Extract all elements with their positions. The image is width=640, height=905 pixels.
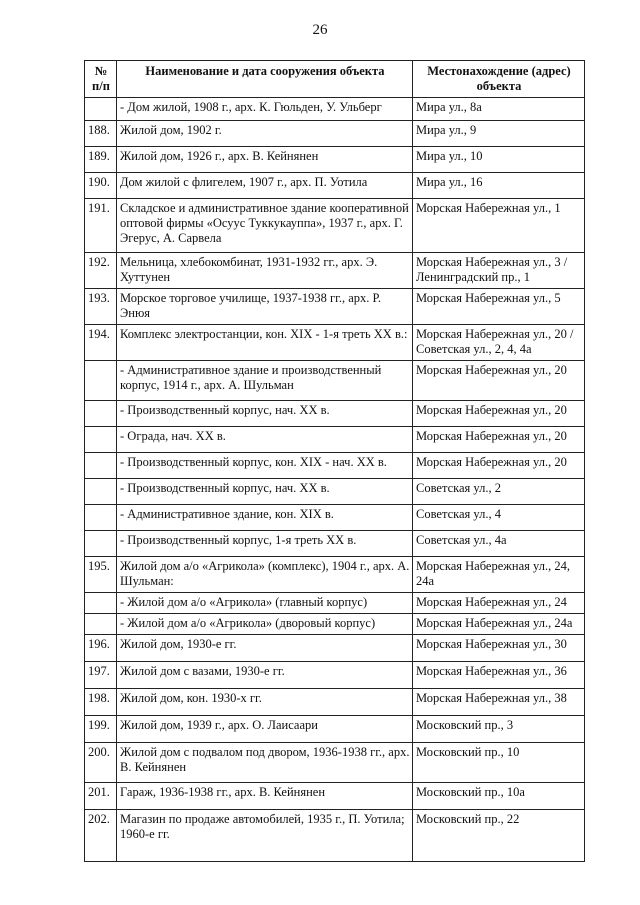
row-object-name: Гараж, 1936-1938 гг., арх. В. Кейнянен bbox=[117, 783, 413, 810]
row-address: Морская Набережная ул., 20 bbox=[413, 453, 585, 479]
row-address: Советская ул., 4а bbox=[413, 531, 585, 557]
row-object-name: - Производственный корпус, кон. XIX - нач. XX в. bbox=[117, 453, 413, 479]
header-name: Наименование и дата сооружения объекта bbox=[117, 61, 413, 98]
row-number: 191. bbox=[85, 199, 117, 253]
row-address: Мира ул., 8а bbox=[413, 98, 585, 121]
row-address: Советская ул., 2 bbox=[413, 479, 585, 505]
row-address: Морская Набережная ул., 38 bbox=[413, 689, 585, 716]
table-row bbox=[85, 199, 585, 253]
row-address: Морская Набережная ул., 20 bbox=[413, 361, 585, 401]
header-address: Местонахождение (адрес) объекта bbox=[413, 61, 585, 98]
row-object-name: - Производственный корпус, 1-я треть XX в. bbox=[117, 531, 413, 557]
row-address: Московский пр., 10 bbox=[413, 743, 585, 783]
row-number bbox=[85, 593, 117, 614]
row-number: 198. bbox=[85, 689, 117, 716]
header-number: № п/п bbox=[85, 61, 117, 98]
row-address: Морская Набережная ул., 24 bbox=[413, 593, 585, 614]
row-address: Морская Набережная ул., 20 bbox=[413, 427, 585, 453]
table-row bbox=[85, 743, 585, 783]
row-address: Морская Набережная ул., 24, 24а bbox=[413, 557, 585, 593]
table-row bbox=[85, 662, 585, 689]
row-object-name: Дом жилой с флигелем, 1907 г., арх. П. Уотила bbox=[117, 173, 413, 199]
table-row bbox=[85, 453, 585, 479]
row-address: Мира ул., 10 bbox=[413, 147, 585, 173]
table-row bbox=[85, 289, 585, 325]
row-number bbox=[85, 479, 117, 505]
row-number bbox=[85, 505, 117, 531]
row-address: Морская Набережная ул., 1 bbox=[413, 199, 585, 253]
table-row bbox=[85, 98, 585, 121]
table-row bbox=[85, 479, 585, 505]
row-object-name: - Производственный корпус, нач. XX в. bbox=[117, 479, 413, 505]
row-object-name: Жилой дом, кон. 1930-х гг. bbox=[117, 689, 413, 716]
row-number bbox=[85, 98, 117, 121]
row-object-name: Жилой дом, 1930-е гг. bbox=[117, 635, 413, 662]
table-header-row bbox=[85, 61, 585, 98]
table-row bbox=[85, 593, 585, 614]
table-row bbox=[85, 689, 585, 716]
row-number bbox=[85, 453, 117, 479]
table-row bbox=[85, 253, 585, 289]
row-number: 200. bbox=[85, 743, 117, 783]
table-row bbox=[85, 783, 585, 810]
row-object-name: Жилой дом, 1939 г., арх. О. Лаисаари bbox=[117, 716, 413, 743]
row-number: 188. bbox=[85, 121, 117, 147]
row-address: Мира ул., 9 bbox=[413, 121, 585, 147]
table-row bbox=[85, 635, 585, 662]
row-object-name: Складское и административное здание кооперативной оптовой фирмы «Осуус Туккукауппа», 1937 г., арх. Г. Эгерус, А. Сарвела bbox=[117, 199, 413, 253]
row-number bbox=[85, 531, 117, 557]
row-object-name: Мельница, хлебокомбинат, 1931-1932 гг., арх. Э. Хуттунен bbox=[117, 253, 413, 289]
table-row bbox=[85, 810, 585, 862]
row-number bbox=[85, 614, 117, 635]
row-object-name: - Административное здание, кон. XIX в. bbox=[117, 505, 413, 531]
row-object-name: - Жилой дом а/о «Агрикола» (главный корпус) bbox=[117, 593, 413, 614]
page-number: 26 bbox=[312, 22, 328, 38]
row-number: 190. bbox=[85, 173, 117, 199]
row-number: 196. bbox=[85, 635, 117, 662]
table-row bbox=[85, 427, 585, 453]
row-object-name: - Дом жилой, 1908 г., арх. К. Гюльден, У. Ульберг bbox=[117, 98, 413, 121]
table-row bbox=[85, 121, 585, 147]
row-number: 193. bbox=[85, 289, 117, 325]
row-object-name: - Жилой дом а/о «Агрикола» (дворовый корпус) bbox=[117, 614, 413, 635]
row-number: 189. bbox=[85, 147, 117, 173]
row-number bbox=[85, 427, 117, 453]
row-address: Морская Набережная ул., 24а bbox=[413, 614, 585, 635]
row-address: Морская Набережная ул., 20 bbox=[413, 401, 585, 427]
table-row bbox=[85, 531, 585, 557]
row-object-name: Жилой дом а/о «Агрикола» (комплекс), 1904 г., арх. А. Шульман: bbox=[117, 557, 413, 593]
row-object-name: - Производственный корпус, нач. XX в. bbox=[117, 401, 413, 427]
row-address: Морская Набережная ул., 36 bbox=[413, 662, 585, 689]
row-address: Московский пр., 22 bbox=[413, 810, 585, 862]
row-address: Советская ул., 4 bbox=[413, 505, 585, 531]
table-row bbox=[85, 716, 585, 743]
row-number bbox=[85, 361, 117, 401]
table-row bbox=[85, 557, 585, 593]
row-address: Московский пр., 3 bbox=[413, 716, 585, 743]
monuments-table bbox=[84, 60, 585, 862]
table-row bbox=[85, 505, 585, 531]
row-number: 194. bbox=[85, 325, 117, 361]
table-row bbox=[85, 401, 585, 427]
row-number: 202. bbox=[85, 810, 117, 862]
table-row bbox=[85, 361, 585, 401]
row-number: 195. bbox=[85, 557, 117, 593]
row-object-name: - Ограда, нач. XX в. bbox=[117, 427, 413, 453]
row-address: Московский пр., 10а bbox=[413, 783, 585, 810]
row-object-name: Жилой дом, 1926 г., арх. В. Кейнянен bbox=[117, 147, 413, 173]
row-number: 201. bbox=[85, 783, 117, 810]
row-number: 192. bbox=[85, 253, 117, 289]
row-object-name: Жилой дом с подвалом под двором, 1936-1938 гг., арх. В. Кейнянен bbox=[117, 743, 413, 783]
row-address: Морская Набережная ул., 3 / Ленинградский пр., 1 bbox=[413, 253, 585, 289]
table-body bbox=[85, 98, 585, 862]
row-object-name: Магазин по продаже автомобилей, 1935 г., П. Уотила; 1960-е гг. bbox=[117, 810, 413, 862]
row-number: 199. bbox=[85, 716, 117, 743]
row-object-name: - Административное здание и производственный корпус, 1914 г., арх. А. Шульман bbox=[117, 361, 413, 401]
table-row bbox=[85, 147, 585, 173]
row-object-name: Морское торговое училище, 1937-1938 гг., арх. Р. Энюя bbox=[117, 289, 413, 325]
row-object-name: Жилой дом с вазами, 1930-е гг. bbox=[117, 662, 413, 689]
row-address: Морская Набережная ул., 5 bbox=[413, 289, 585, 325]
row-object-name: Жилой дом, 1902 г. bbox=[117, 121, 413, 147]
row-number: 197. bbox=[85, 662, 117, 689]
row-address: Мира ул., 16 bbox=[413, 173, 585, 199]
row-number bbox=[85, 401, 117, 427]
row-address: Морская Набережная ул., 30 bbox=[413, 635, 585, 662]
table-row bbox=[85, 325, 585, 361]
row-address: Морская Набережная ул., 20 / Советская ул., 2, 4, 4а bbox=[413, 325, 585, 361]
table-row bbox=[85, 614, 585, 635]
row-object-name: Комплекс электростанции, кон. XIX - 1-я треть XX в.: bbox=[117, 325, 413, 361]
table-row bbox=[85, 173, 585, 199]
